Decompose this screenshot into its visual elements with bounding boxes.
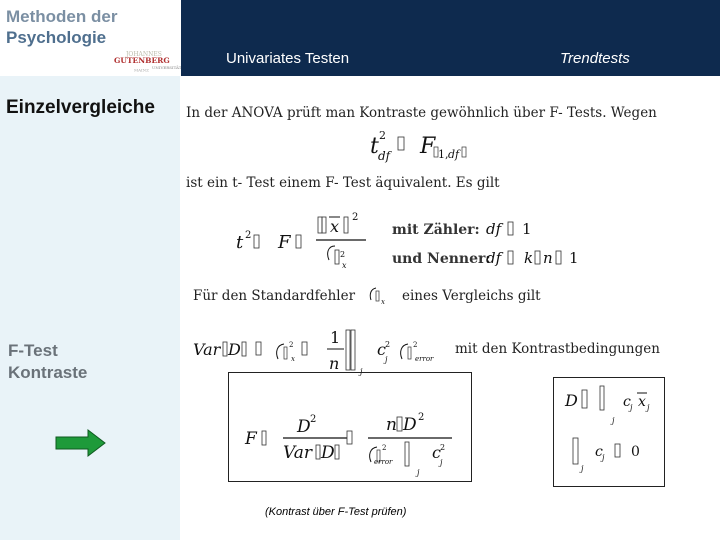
svg-text:j: j (360, 367, 363, 376)
paragraph-standard-error: Für den Standardfehler (193, 288, 356, 304)
paragraph-equivalence: ist ein t- Test einem F- Test äquivalent. Es gilt (186, 175, 500, 191)
svg-text:x: x (291, 355, 295, 363)
svg-text:df: df (448, 148, 460, 161)
tab-trendtests[interactable]: Trendtests (560, 50, 630, 67)
svg-text:n: n (386, 415, 397, 435)
arrow-right-icon (55, 428, 107, 458)
svg-text:df: df (486, 220, 502, 238)
svg-text:2: 2 (245, 230, 252, 241)
svg-text:1: 1 (569, 249, 579, 267)
svg-text:j: j (440, 458, 443, 467)
equation-f-definition (232, 208, 592, 276)
svg-text:k: k (524, 249, 534, 267)
svg-text:2: 2 (340, 250, 346, 259)
brand-line-2: Psychologie (6, 28, 107, 47)
svg-text:MAINZ: MAINZ (134, 67, 149, 73)
svg-text:2: 2 (379, 129, 386, 142)
sidebar (0, 0, 180, 540)
caption: (Kontrast über F-Test prüfen) (265, 506, 407, 518)
svg-text:2: 2 (352, 212, 359, 223)
svg-text:2: 2 (289, 341, 294, 349)
svg-text:2: 2 (310, 414, 317, 425)
svg-text:2: 2 (418, 412, 425, 423)
svg-text:c: c (595, 444, 603, 460)
equation-variance-d (192, 325, 452, 375)
svg-text:n: n (329, 354, 340, 373)
svg-text:D: D (228, 340, 241, 359)
svg-text:c: c (623, 394, 631, 410)
svg-text:GUTENBERG: GUTENBERG (114, 56, 170, 65)
equation-f-test (230, 374, 470, 480)
svg-text:df: df (378, 149, 391, 163)
svg-text:0: 0 (631, 444, 640, 460)
svg-text:1: 1 (330, 328, 341, 347)
svg-text:2: 2 (382, 444, 387, 452)
svg-text:df: df (486, 249, 502, 267)
equation-t-squared (365, 127, 475, 167)
svg-text:UNIVERSITÄT: UNIVERSITÄT (152, 65, 182, 70)
svg-text:n: n (543, 249, 553, 267)
paragraph-intro: In der ANOVA prüft man Kontraste gewöhnlich über F- Tests. Wegen (186, 105, 657, 121)
equation-contrast-conditions (555, 379, 663, 485)
svg-text:F: F (245, 429, 257, 449)
svg-text:D: D (565, 391, 578, 410)
svg-text:JOHANNES: JOHANNES (126, 51, 162, 58)
sidebar-section-label (8, 340, 87, 384)
brand-line-1: Methoden der (6, 7, 118, 26)
svg-text:D: D (297, 417, 311, 437)
svg-text:j: j (630, 403, 633, 412)
svg-text:2: 2 (385, 340, 391, 349)
svg-text:x: x (638, 394, 646, 410)
svg-text:Var: Var (283, 443, 312, 463)
svg-text:Var: Var (193, 340, 221, 359)
label-und-nenner: und Nenner: (392, 251, 491, 267)
svg-text:x: x (330, 217, 340, 236)
svg-text:c: c (377, 340, 386, 359)
paragraph-comparison: eines Vergleichs gilt (402, 288, 541, 304)
svg-text:t: t (236, 232, 244, 253)
svg-text:j: j (417, 468, 420, 477)
paragraph-contrast-conditions: mit den Kontrastbedingungen (455, 341, 660, 357)
sidebar-title: Einzelvergleiche (6, 97, 155, 118)
label-mit-zaehler: mit Zähler: (392, 222, 480, 238)
svg-text:j: j (602, 453, 605, 462)
tab-univariates-testen[interactable]: Univariates Testen (226, 50, 350, 67)
svg-text:x: x (342, 261, 347, 270)
symbol-sigma-x (366, 284, 392, 306)
svg-text:error: error (415, 355, 434, 363)
svg-text:2: 2 (440, 443, 446, 452)
svg-text:c: c (432, 443, 441, 462)
svg-text:F: F (278, 232, 291, 253)
svg-text:x: x (381, 298, 385, 306)
svg-text:2: 2 (413, 341, 418, 349)
svg-text:F: F (420, 134, 436, 159)
svg-text:1: 1 (522, 220, 532, 238)
svg-text:t: t (370, 134, 379, 159)
svg-text:D: D (321, 443, 335, 463)
svg-text:error: error (374, 458, 393, 466)
brand-title (6, 6, 117, 48)
svg-text:j: j (385, 355, 388, 364)
sidebar-section-line-1: F-Test (8, 341, 58, 360)
svg-text:D: D (403, 415, 417, 435)
svg-text:1,: 1, (438, 148, 449, 161)
svg-text:j: j (647, 403, 650, 412)
svg-text:j: j (581, 464, 584, 473)
university-logo-icon (112, 48, 182, 73)
svg-text:j: j (612, 416, 615, 425)
sidebar-section-line-2: Kontraste (8, 363, 88, 382)
